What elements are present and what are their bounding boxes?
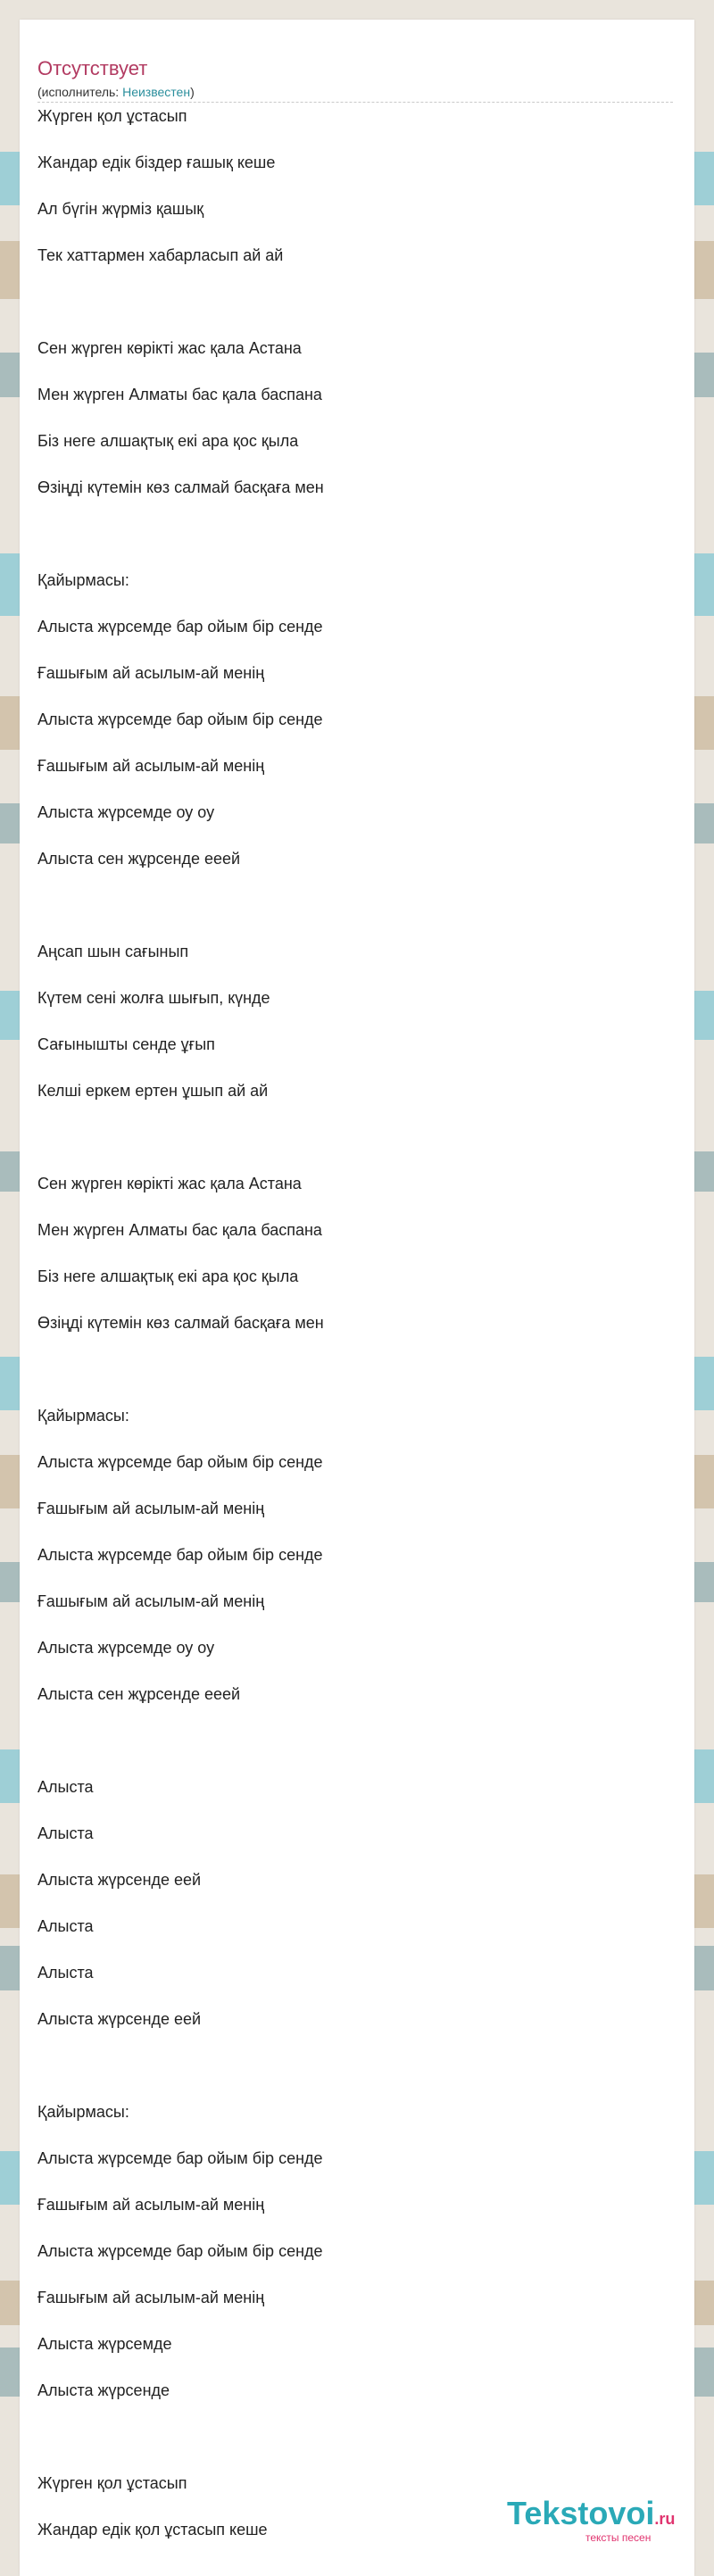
artist-suffix: ) [190,85,195,99]
lyric-line: Алыста жүрсенде [37,2381,170,2399]
lyric-line: Күтем сені жолға шығып, күнде [37,989,270,1007]
lyric-line: Алыста жүрсемде бар ойым бір сенде [37,618,323,636]
lyric-line: Алыста [37,1964,94,1982]
lyric-line: Жүрген қол ұстасып [37,2474,187,2492]
lyric-line: Сағынышты сенде ұғып [37,1035,215,1053]
lyric-line: Тек хаттармен хабарласып ай ай [37,246,284,264]
lyric-line: Алыста жүрсемде бар ойым бір сенде [37,710,323,728]
lyric-blank-line [37,2042,673,2089]
lyric-line: Мен жүрген Алматы бас қала баспана [37,386,322,403]
logo-name: Tekstovoi [507,2495,655,2531]
lyric-line: Ғашығым ай асылым-ай менің [37,1592,265,1610]
lyric-blank-line [37,882,673,928]
lyric-line: Келші еркем ертен ұшып ай ай [37,1082,269,1100]
lyric-line: Ғашығым ай асылым-ай менің [37,757,265,775]
lyric-line: Алыста жүрсемде оу оу [37,803,215,821]
logo-tagline: тексты песен [585,2531,652,2544]
lyric-line: Алыста [37,1917,94,1935]
lyric-line: Алыста жүрсемде бар ойым бір сенде [37,1453,323,1471]
lyric-line: Алыста жүрсенде еей [37,1871,202,1889]
lyric-line: Ғашығым ай асылым-ай менің [37,2196,265,2214]
lyric-line: Біз неге алшақтық екі ара қос қыла [37,432,299,450]
lyric-line: Өзіңді күтемін көз салмай басқаға мен [37,1314,324,1332]
lyric-line: Алыста жүрсенде еей [37,2010,202,2028]
lyrics-text [37,93,676,2553]
artist-prefix: (исполнитель: [37,85,123,99]
page-title: Отсутствует [37,57,148,79]
lyric-line: Ал бүгін жүрміз қашық [37,200,204,218]
lyric-line: Өзіңді күтемін көз салмай басқаға мен [37,478,324,496]
lyric-line: Алыста сен жұрсенде ееей [37,850,241,868]
lyric-line: Қайырмасы: [37,1407,129,1425]
lyric-line: Алыста жүрсемде [37,2335,172,2353]
lyrics-card [20,20,694,2576]
site-logo[interactable] [507,2494,694,2558]
lyric-line: Қайырмасы: [37,571,129,589]
lyric-line: Алыста сен жұрсенде ееей [37,1685,241,1703]
lyric-blank-line [37,278,673,325]
artist-link[interactable]: Неизвестен [122,85,191,99]
lyric-line: Алыста жүрсемде бар ойым бір сенде [37,1546,323,1564]
lyric-line: Алыста жүрсемде бар ойым бір сенде [37,2242,323,2260]
lyric-blank-line [37,511,673,557]
lyric-line: Аңсап шын сағынып [37,943,189,960]
lyric-line: Сен жүрген көрікті жас қала Астана [37,1175,302,1192]
lyric-line: Қайырмасы: [37,2103,129,2121]
lyric-line: Біз неге алшақтық екі ара қос қыла [37,1267,299,1285]
lyric-line: Жүрген қол ұстасып [37,107,187,125]
lyric-line: Алыста жүрсемде бар ойым бір сенде [37,2149,323,2167]
lyric-blank-line [37,1717,673,1764]
logo-tld: .ru [654,2510,676,2528]
lyric-line: Алыста жүрсемде оу оу [37,1639,215,1657]
lyric-line: Сен жүрген көрікті жас қала Астана [37,339,302,357]
lyric-line: Алыста [37,1824,94,1842]
lyric-line: Ғашығым ай асылым-ай менің [37,664,265,682]
lyric-blank-line [37,2414,673,2460]
lyric-line: Мен жүрген Алматы бас қала баспана [37,1221,322,1239]
lyric-line: Жандар едік қол ұстасып кеше [37,2521,268,2539]
lyric-blank-line [37,1114,673,1160]
lyric-line: Жандар едік біздер ғашық кеше [37,154,276,171]
lyric-line: Алыста [37,1778,94,1796]
lyric-line: Ғашығым ай асылым-ай менің [37,2289,265,2306]
lyric-blank-line [37,1346,673,1392]
lyric-line: Ғашығым ай асылым-ай менің [37,1500,265,1517]
